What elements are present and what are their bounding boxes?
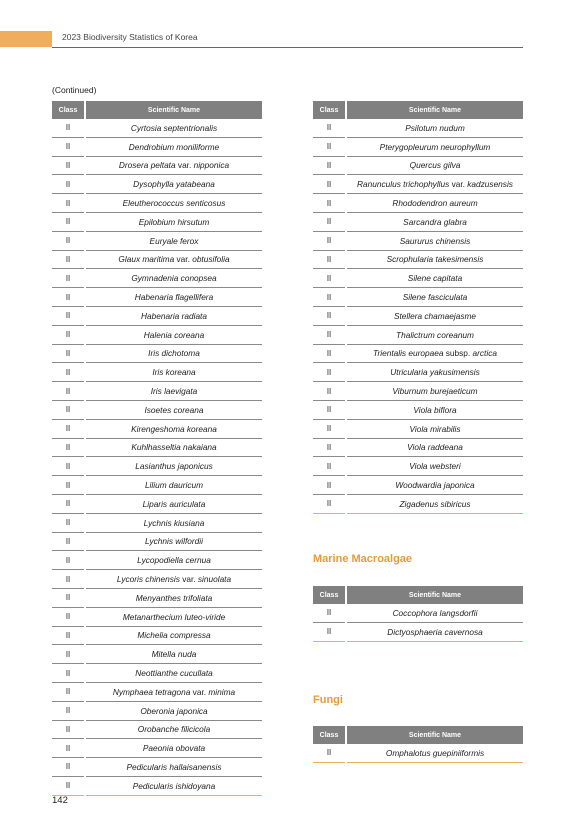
- species-name: Habenaria flagellifera: [134, 292, 214, 303]
- scientific-name-cell: [346, 604, 523, 622]
- table-row: [52, 664, 262, 683]
- table-row: [52, 212, 262, 231]
- species-name: Orobanche filicicola: [137, 724, 211, 735]
- scientific-name-cell: [346, 363, 523, 382]
- scientific-name-cell: [346, 250, 523, 269]
- species-name: Lycopodiella cernua: [137, 555, 211, 566]
- scientific-name-cell: [346, 288, 523, 307]
- scientific-name-cell: [85, 156, 262, 175]
- header-divider: [52, 47, 523, 48]
- scientific-name-cell: [346, 175, 523, 194]
- scientific-name-cell: [346, 212, 523, 231]
- table-row: [52, 720, 262, 739]
- class-cell: II: [52, 325, 85, 344]
- table-row: [52, 325, 262, 344]
- running-header-title: 2023 Biodiversity Statistics of Korea: [62, 32, 198, 42]
- table-row: [313, 744, 523, 762]
- section-title-fungi: Fungi: [313, 694, 343, 706]
- class-cell: II: [52, 551, 85, 570]
- rank-label: var.: [190, 686, 209, 697]
- species-name: Lasianthus japonicus: [135, 461, 213, 472]
- table-row: [313, 476, 523, 495]
- scientific-name-cell: [346, 457, 523, 476]
- species-name: Viola mirabilis: [409, 423, 461, 434]
- species-name: Euryale ferox: [149, 235, 199, 246]
- table-row: [313, 382, 523, 401]
- scientific-name-cell: [346, 419, 523, 438]
- species-name: Stellera chamaejasme: [393, 310, 477, 321]
- class-cell: II: [313, 476, 346, 495]
- table-row: [313, 622, 523, 641]
- column-header-scientific-name: Scientific Name: [346, 726, 523, 744]
- infraspecific-name: obtusifolia: [192, 254, 230, 265]
- infraspecific-name: nipponica: [193, 160, 230, 171]
- scientific-name-cell: [85, 325, 262, 344]
- species-name: Psilotum nudum: [405, 122, 465, 133]
- class-cell: II: [52, 701, 85, 720]
- scientific-name-cell: [85, 494, 262, 513]
- class-cell: II: [52, 626, 85, 645]
- species-name: Mitella nuda: [151, 649, 197, 660]
- class-cell: II: [52, 588, 85, 607]
- table-row: [52, 382, 262, 401]
- species-name: Omphalotus guepiniiformis: [385, 747, 485, 758]
- species-name: Kuhlhasseltia nakaiana: [131, 442, 217, 453]
- table-row: [313, 212, 523, 231]
- table-row: [313, 288, 523, 307]
- table-row: [52, 532, 262, 551]
- column-header-scientific-name: Scientific Name: [346, 586, 523, 604]
- species-name: Iris koreana: [152, 367, 196, 378]
- class-cell: II: [52, 250, 85, 269]
- class-cell: II: [313, 306, 346, 325]
- species-name: Woodwardia japonica: [395, 480, 475, 491]
- scientific-name-cell: [85, 137, 262, 156]
- class-cell: II: [52, 419, 85, 438]
- species-name: Paeonia obovata: [142, 743, 206, 754]
- infraspecific-name: sinuolata: [197, 574, 232, 585]
- species-name: Lycoris chinensis: [116, 574, 180, 585]
- table-row: [52, 513, 262, 532]
- scientific-name-cell: [85, 664, 262, 683]
- table-row: [52, 588, 262, 607]
- class-cell: II: [52, 137, 85, 156]
- table-row: [52, 250, 262, 269]
- class-cell: II: [52, 494, 85, 513]
- class-cell: II: [313, 325, 346, 344]
- table-row: [313, 156, 523, 175]
- scientific-name-cell: [85, 231, 262, 250]
- class-cell: II: [52, 532, 85, 551]
- table-row: [313, 325, 523, 344]
- class-cell: II: [52, 476, 85, 495]
- scientific-name-cell: [85, 212, 262, 231]
- scientific-name-cell: [85, 306, 262, 325]
- species-name: Oberonia japonica: [140, 705, 208, 716]
- scientific-name-cell: [346, 494, 523, 513]
- class-cell: II: [313, 604, 346, 622]
- section-title-marine-macroalgae: Marine Macroalgae: [313, 553, 413, 565]
- scientific-name-cell: [346, 231, 523, 250]
- table-row: [52, 400, 262, 419]
- class-cell: II: [313, 494, 346, 513]
- species-name: Pedicularis ishidoyana: [132, 780, 216, 791]
- table-row: [313, 119, 523, 137]
- species-name: Epilobium hirsutum: [138, 216, 210, 227]
- species-name: Isoetes coreana: [144, 404, 204, 415]
- scientific-name-cell: [85, 400, 262, 419]
- table-row: [313, 306, 523, 325]
- rank-label: subsp.: [443, 348, 473, 359]
- table-row: [52, 438, 262, 457]
- class-cell: II: [52, 119, 85, 137]
- species-name: Lychnis wilfordii: [145, 536, 203, 547]
- column-header-class: Class: [313, 586, 346, 604]
- class-cell: II: [313, 212, 346, 231]
- class-cell: II: [313, 231, 346, 250]
- class-cell: II: [313, 288, 346, 307]
- scientific-name-cell: [85, 382, 262, 401]
- class-cell: II: [313, 344, 346, 363]
- class-cell: II: [52, 607, 85, 626]
- scientific-name-cell: [346, 622, 523, 641]
- species-name: Viola websteri: [409, 461, 461, 472]
- species-name: Gymnadenia conopsea: [131, 273, 217, 284]
- class-cell: II: [52, 231, 85, 250]
- species-name: Rhododendron aureum: [392, 198, 478, 209]
- class-cell: II: [52, 156, 85, 175]
- infraspecific-name: kadzusensis: [467, 179, 513, 190]
- class-cell: II: [52, 776, 85, 795]
- species-name: Trientalis europaea: [373, 348, 444, 359]
- class-cell: II: [52, 288, 85, 307]
- species-name: Silene fasciculata: [402, 292, 468, 303]
- scientific-name-cell: [85, 344, 262, 363]
- species-name: Saururus chinensis: [399, 235, 471, 246]
- class-cell: II: [52, 400, 85, 419]
- table-row: [52, 363, 262, 382]
- scientific-name-cell: [85, 175, 262, 194]
- page-number: 142: [52, 795, 68, 806]
- class-cell: II: [52, 175, 85, 194]
- species-name: Glaux maritima: [118, 254, 175, 265]
- class-cell: II: [52, 344, 85, 363]
- continued-label: (Continued): [52, 85, 97, 95]
- scientific-name-cell: [85, 419, 262, 438]
- header-accent-bar: [0, 31, 52, 47]
- class-cell: II: [52, 682, 85, 701]
- table-row: [52, 344, 262, 363]
- class-cell: II: [52, 382, 85, 401]
- table-row: [52, 758, 262, 777]
- species-name: Eleutherococcus senticosus: [122, 198, 226, 209]
- scientific-name-cell: [85, 194, 262, 213]
- species-name: Viburnum burejaeticum: [392, 386, 478, 397]
- class-cell: II: [52, 306, 85, 325]
- table-row: [52, 119, 262, 137]
- scientific-name-cell: [85, 682, 262, 701]
- species-name: Ranunculus trichophyllus: [357, 179, 450, 190]
- scientific-name-cell: [85, 532, 262, 551]
- table-row: [52, 419, 262, 438]
- species-name: Dysophylla yatabeana: [133, 179, 215, 190]
- species-name: Silene capitata: [407, 273, 463, 284]
- scientific-name-cell: [85, 645, 262, 664]
- scientific-name-cell: [85, 776, 262, 795]
- class-cell: II: [313, 622, 346, 641]
- class-cell: II: [52, 664, 85, 683]
- table-row: [313, 175, 523, 194]
- scientific-name-cell: [85, 513, 262, 532]
- class-cell: II: [313, 137, 346, 156]
- class-cell: II: [52, 457, 85, 476]
- scientific-name-cell: [85, 588, 262, 607]
- table-row: [52, 476, 262, 495]
- table-row: [52, 137, 262, 156]
- table-row: [52, 626, 262, 645]
- species-name: Iris laevigata: [150, 386, 198, 397]
- table-row: [52, 739, 262, 758]
- class-cell: II: [52, 720, 85, 739]
- species-name: Viola biflora: [413, 404, 457, 415]
- class-cell: II: [52, 758, 85, 777]
- species-name: Drosera peltata: [118, 160, 176, 171]
- table-row: [52, 607, 262, 626]
- column-header-class: Class: [313, 101, 346, 119]
- scientific-name-cell: [346, 137, 523, 156]
- scientific-name-cell: [346, 438, 523, 457]
- scientific-name-cell: [346, 306, 523, 325]
- species-name: Viola raddeana: [407, 442, 463, 453]
- scientific-name-cell: [85, 476, 262, 495]
- scientific-name-cell: [85, 363, 262, 382]
- table-row: [52, 682, 262, 701]
- species-name: Pterygopleurum neurophyllum: [379, 141, 491, 152]
- scientific-name-cell: [85, 739, 262, 758]
- column-header-scientific-name: Scientific Name: [346, 101, 523, 119]
- scientific-name-cell: [346, 119, 523, 137]
- class-cell: II: [313, 119, 346, 137]
- species-name: Lychnis kiusiana: [143, 517, 205, 528]
- table-row: [52, 570, 262, 589]
- table-row: [313, 269, 523, 288]
- species-name: Sarcandra glabra: [403, 216, 467, 227]
- species-name: Utricularia yakusimensis: [390, 367, 480, 378]
- scientific-name-cell: [85, 626, 262, 645]
- table-row: [52, 306, 262, 325]
- species-name: Thalictrum coreanum: [396, 329, 474, 340]
- scientific-name-cell: [346, 476, 523, 495]
- infraspecific-name: arctica: [472, 348, 497, 359]
- scientific-name-cell: [85, 438, 262, 457]
- species-name: Liparis auriculata: [142, 498, 206, 509]
- fungi-table: [313, 726, 523, 763]
- species-name: Menyanthes trifoliata: [135, 592, 213, 603]
- class-cell: II: [52, 194, 85, 213]
- class-cell: II: [313, 400, 346, 419]
- table-row: [52, 645, 262, 664]
- species-name: Nymphaea tetragona: [112, 686, 191, 697]
- class-cell: II: [313, 363, 346, 382]
- species-name: Michelia compressa: [137, 630, 211, 641]
- scientific-name-cell: [85, 457, 262, 476]
- rank-label: var.: [449, 179, 468, 190]
- marine-macroalgae-table: [313, 586, 523, 642]
- table-row: [313, 419, 523, 438]
- table-row: [313, 604, 523, 622]
- table-row: [52, 494, 262, 513]
- class-cell: II: [52, 212, 85, 231]
- class-cell: II: [313, 419, 346, 438]
- species-name: Iris dichotoma: [148, 348, 200, 359]
- scientific-name-cell: [346, 400, 523, 419]
- class-cell: II: [52, 739, 85, 758]
- scientific-name-cell: [346, 382, 523, 401]
- table-row: [52, 776, 262, 795]
- table-row: [52, 231, 262, 250]
- scientific-name-cell: [85, 551, 262, 570]
- class-cell: II: [313, 457, 346, 476]
- species-table-right: [313, 101, 523, 514]
- scientific-name-cell: [85, 119, 262, 137]
- column-header-class: Class: [52, 101, 85, 119]
- table-row: [313, 457, 523, 476]
- table-row: [313, 250, 523, 269]
- table-row: [313, 194, 523, 213]
- scientific-name-cell: [346, 194, 523, 213]
- species-name: Quercus gilva: [409, 160, 461, 171]
- species-name: Kirengeshoma koreana: [131, 423, 217, 434]
- column-header-scientific-name: Scientific Name: [85, 101, 262, 119]
- scientific-name-cell: [346, 344, 523, 363]
- rank-label: var.: [179, 574, 198, 585]
- species-name: Dendrobium moniliforme: [128, 141, 220, 152]
- species-name: Pedicularis hallaisanensis: [126, 761, 222, 772]
- species-name: Habenaria radiata: [141, 310, 207, 321]
- rank-label: var.: [175, 160, 194, 171]
- species-table-left: [52, 101, 262, 796]
- table-row: [52, 288, 262, 307]
- species-name: Dictyosphaeria cavernosa: [387, 626, 483, 637]
- class-cell: II: [313, 269, 346, 288]
- scientific-name-cell: [85, 607, 262, 626]
- scientific-name-cell: [346, 269, 523, 288]
- scientific-name-cell: [85, 758, 262, 777]
- class-cell: II: [52, 513, 85, 532]
- species-name: Halenia coreana: [143, 329, 205, 340]
- species-name: Coccophora langsdorfii: [392, 607, 478, 618]
- species-name: Cyrtosia septentrionalis: [130, 122, 218, 133]
- table-row: [52, 194, 262, 213]
- class-cell: II: [52, 438, 85, 457]
- class-cell: II: [313, 438, 346, 457]
- table-row: [313, 438, 523, 457]
- table-row: [52, 551, 262, 570]
- species-name: Metanarthecium luteo-viride: [122, 611, 226, 622]
- species-name: Scrophularia takesimensis: [386, 254, 484, 265]
- class-cell: II: [52, 645, 85, 664]
- class-cell: II: [313, 744, 346, 762]
- table-row: [313, 137, 523, 156]
- class-cell: II: [313, 194, 346, 213]
- table-row: [52, 269, 262, 288]
- scientific-name-cell: [346, 744, 523, 762]
- class-cell: II: [313, 156, 346, 175]
- infraspecific-name: minima: [208, 686, 236, 697]
- scientific-name-cell: [85, 269, 262, 288]
- table-row: [52, 457, 262, 476]
- scientific-name-cell: [85, 720, 262, 739]
- scientific-name-cell: [85, 250, 262, 269]
- table-row: [52, 156, 262, 175]
- column-header-class: Class: [313, 726, 346, 744]
- table-row: [313, 231, 523, 250]
- table-row: [313, 363, 523, 382]
- table-row: [52, 175, 262, 194]
- table-row: [313, 494, 523, 513]
- rank-label: var.: [174, 254, 193, 265]
- species-name: Lilium dauricum: [144, 480, 204, 491]
- table-row: [313, 344, 523, 363]
- class-cell: II: [313, 175, 346, 194]
- species-name: Zigadenus sibiricus: [399, 498, 471, 509]
- scientific-name-cell: [346, 156, 523, 175]
- table-row: [52, 701, 262, 720]
- species-name: Neottianthe cucullata: [135, 668, 213, 678]
- class-cell: II: [52, 269, 85, 288]
- class-cell: II: [52, 570, 85, 589]
- scientific-name-cell: [346, 325, 523, 344]
- class-cell: II: [313, 250, 346, 269]
- class-cell: II: [313, 382, 346, 401]
- scientific-name-cell: [85, 570, 262, 589]
- scientific-name-cell: [85, 288, 262, 307]
- class-cell: II: [52, 363, 85, 382]
- table-row: [313, 400, 523, 419]
- scientific-name-cell: [85, 701, 262, 720]
